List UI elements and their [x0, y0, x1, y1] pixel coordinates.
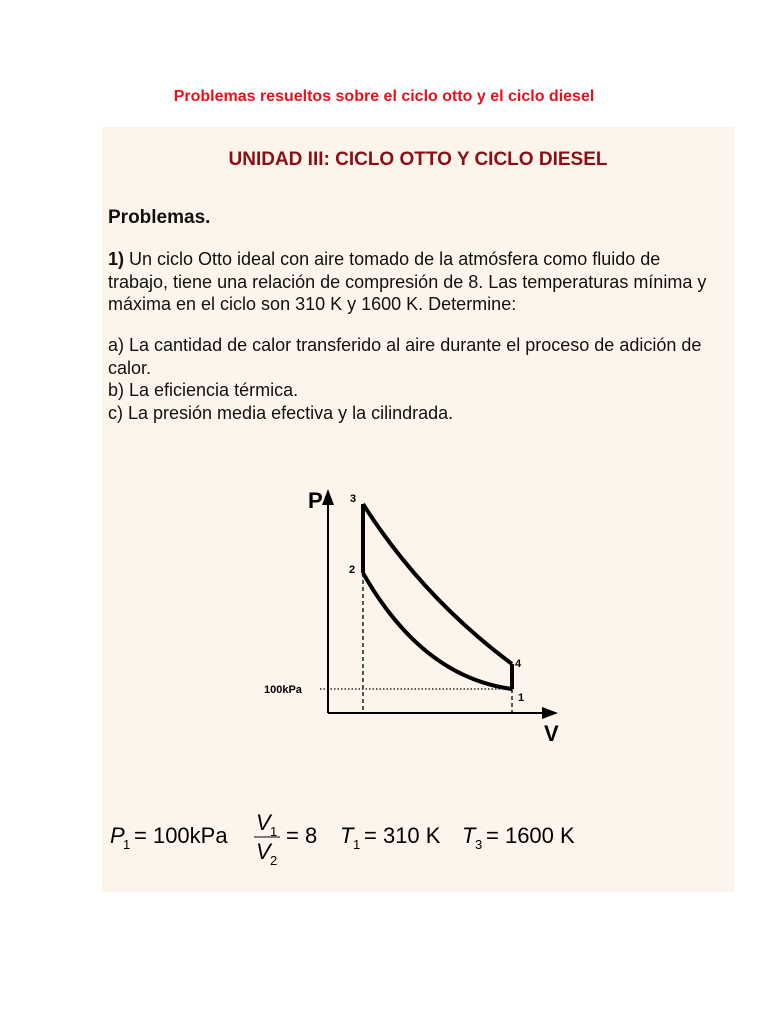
- t1-value: = 310 K: [364, 823, 441, 848]
- p1-value: = 100kPa: [134, 823, 228, 848]
- unit-title: UNIDAD III: CICLO OTTO Y CICLO DIESEL: [228, 149, 608, 170]
- pv-diagram: [102, 127, 734, 892]
- point-2-label: 2: [349, 564, 356, 576]
- process-3-4: [363, 504, 512, 664]
- ratio-denominator: V: [256, 839, 271, 864]
- t1-symbol: T: [340, 823, 354, 848]
- p1-subscript: 1: [123, 837, 131, 852]
- ratio-numerator: V: [256, 810, 271, 835]
- part-b: b) La eficiencia térmica.: [108, 380, 299, 400]
- x-axis-arrow: [542, 707, 558, 719]
- pressure-marker: 100kPa: [264, 684, 302, 696]
- ratio-numerator-sub: 1: [270, 824, 278, 839]
- ratio-denominator-sub: 2: [270, 853, 278, 868]
- part-a: a) La cantidad de calor transferido al aire durante el proceso de adición de calor.: [108, 335, 702, 378]
- point-3-label: 3: [350, 493, 357, 505]
- ratio-value: = 8: [286, 823, 318, 848]
- y-axis-arrow: [322, 489, 334, 505]
- t3-subscript: 3: [475, 837, 483, 852]
- point-1-label: 1: [518, 692, 525, 704]
- document-title: Problemas resueltos sobre el ciclo otto y el ciclo diesel: [173, 88, 595, 105]
- problem-panel: [102, 127, 734, 892]
- t1-subscript: 1: [353, 837, 361, 852]
- t3-symbol: T: [462, 823, 476, 848]
- t3-value: = 1600 K: [486, 823, 575, 848]
- given-values: [110, 810, 575, 868]
- section-heading: Problemas.: [108, 207, 211, 228]
- x-axis-label: V: [544, 721, 559, 746]
- point-4-label: 4: [515, 658, 522, 670]
- part-c: c) La presión media efectiva y la cilindrada.: [108, 402, 454, 423]
- problem-text: Un ciclo Otto ideal con aire tomado de la atmósfera como fluido de trabajo, tiene una relación de compresión de 8. Las temperaturas mínima y máxima en el ciclo son 310 K y 1600 K. Determine:: [108, 249, 707, 314]
- process-1-2: [363, 573, 512, 689]
- y-axis-label: P: [308, 488, 323, 513]
- problem-number: 1): [108, 249, 125, 269]
- p1-symbol: P: [110, 823, 125, 848]
